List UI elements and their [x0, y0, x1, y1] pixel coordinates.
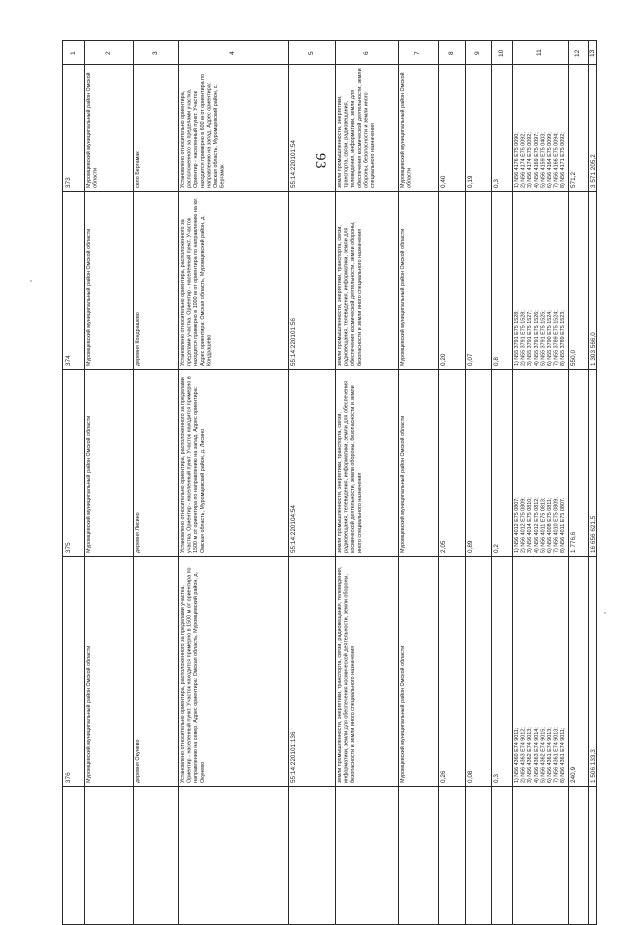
row-number: 376 — [65, 772, 72, 783]
header-row-divider — [63, 64, 596, 65]
column-header-7: 7 — [414, 51, 421, 55]
land-category-cell: земли промышленности, энергетики, транспорта, связи, радиовещания, телевидения, информатики, земли для обеспечения космической деятельности, земли обороны, безопасности и земли иного специального назначения — [337, 221, 363, 366]
col13-value: 3 571 205,2 — [590, 154, 597, 188]
col13-value: 1 303 566,0 — [590, 332, 597, 366]
column-divider — [588, 41, 589, 924]
column-divider — [438, 41, 439, 924]
location-cell: Установлено относительно ориентира, расположенного за пределами участка. Ориентир - населенный пункт. Участок находится примерно в 1500 м от ориентира по направлению на север. Адрес ориентира: Омская область, Муромцевский район, д. Окунево — [180, 567, 206, 783]
location-cell: Установлено относительно ориентира, расположенного за пределами участка. Ориентир - населенный пункт. Участок находится примерно в 1000 м от ориентира по направлению на юг. Адрес ориентира: Омская область, Муромцевский район, д. Кондрашево — [180, 197, 213, 366]
cadastral-number-cell: 55:14:220101:56 — [290, 318, 297, 366]
column-header-5: 5 — [307, 51, 315, 55]
col9-value: 0,19 — [467, 175, 474, 188]
municipality-cell: Муромцевский муниципальный район Омской области — [400, 228, 406, 366]
column-divider — [465, 41, 466, 924]
col10-value: 0,8 — [493, 357, 500, 366]
column-header-12: 12 — [574, 49, 581, 57]
col12-value: 1 776,6 — [570, 531, 577, 553]
locality-cell: село Бергамак — [135, 151, 141, 188]
col9-value: 0,89 — [467, 540, 474, 553]
scan-speck — [604, 612, 606, 614]
row-number: 374 — [65, 355, 72, 366]
municipality-cell: Муромцевский муниципальный район Омской области — [400, 72, 413, 188]
column-divider — [84, 41, 85, 924]
land-category-cell: земли промышленности, энергетики, транспорта, связи, радиовещания, телевидения, информатики, земли для обеспечения космической деятельности, земли обороны, безопасности и земли иного специального назначения — [337, 380, 363, 553]
cadastral-number-cell: 55:14:220101:54 — [290, 140, 297, 188]
col12-value: 240,9 — [570, 767, 577, 783]
col13-value: 16 656 621,5 — [590, 515, 597, 553]
row-divider — [63, 786, 596, 787]
column-divider — [398, 41, 399, 924]
land-category-cell: земли промышленности, энергетики, транспорта, связи, радиовещания, телевидения, информатики, земли для обеспечения космической деятельности, земли обороны, безопасности и земли иного специального назначения — [337, 566, 357, 783]
locality-cell: деревня Кондрашево — [135, 312, 141, 366]
row-divider — [63, 369, 596, 370]
col12-value: 571,2 — [570, 172, 577, 188]
col8-value: 0,40 — [440, 175, 447, 188]
column-header-11: 11 — [536, 49, 543, 57]
column-divider — [568, 41, 569, 924]
district-cell: Муромцевский муниципальный район Омской области — [86, 415, 92, 553]
row-number: 373 — [65, 177, 72, 188]
municipality-cell: Муромцевский муниципальный район Омской области — [400, 415, 406, 553]
column-header-10: 10 — [497, 49, 505, 57]
col8-value: 0,26 — [440, 770, 447, 783]
column-divider — [335, 41, 336, 924]
municipality-cell: Муромцевский муниципальный район Омской области — [400, 645, 406, 783]
col13-value: 1 506 133,3 — [590, 749, 597, 783]
column-header-9: 9 — [474, 51, 481, 55]
column-divider — [288, 41, 289, 924]
locality-cell: деревня Лисино — [135, 512, 141, 553]
location-cell: Установлено относительно ориентира, расположенного за пределами участка. Ориентир - населенный пункт. Участок находится примерно в 1500 м от ориентира по направлению на запад. Адрес ориентира: Омская область, Муромцевский район, д. Лисино — [180, 376, 206, 553]
district-cell: Муромцевский муниципальный район Омской области — [86, 645, 92, 783]
location-cell: Установлено относительно ориентира, расположенного за пределами участка. Ориентир - населенный пункт. Участок находится примерно в 600 м от ориентира по направлению на запад. Адрес ориентира: Омская область, Муромцевский район, с. Бергамак — [180, 73, 226, 188]
column-divider — [178, 41, 179, 924]
coordinates-cell: 1) N56 4012 E75 0807; 2) N56 4012 E75 0809; 3) N56 4014 E75 0810; 4) N56 4012 E75 0812; 5) N56 4011 E75 0813; 6) N56 4008 E75 0811; 7) N56 4010 E75 0809; 8) N56 4011 E75 0807. — [514, 497, 566, 553]
column-header-4: 4 — [229, 51, 236, 55]
cadastral-number-cell: 55:14:220104:54 — [290, 505, 297, 553]
district-cell: Муромцевский муниципальный район Омской области — [86, 72, 99, 188]
locality-cell: деревня Окунево — [135, 739, 141, 783]
column-header-1: 1 — [69, 51, 77, 55]
land-category-cell: земли промышленности, энергетики, транспорта, связи, радиовещания, телевидения, информатики, земли для обеспечения космической деятельности, земли обороны, безопасности и земли иного специального назначения — [337, 68, 376, 188]
col10-value: 0,3 — [493, 774, 500, 783]
column-header-3: 3 — [151, 51, 159, 55]
column-header-6: 6 — [362, 51, 370, 55]
col10-value: 0,2 — [493, 544, 500, 553]
cadastral-number-cell: 55:14:220101:136 — [290, 731, 297, 783]
page-number: 93 — [312, 153, 328, 169]
row-divider — [63, 556, 596, 557]
col8-value: 2,05 — [440, 540, 447, 553]
scan-speck — [30, 280, 32, 282]
column-header-8: 8 — [447, 51, 455, 55]
col9-value: 0,08 — [467, 770, 474, 783]
coordinates-cell: 1) N56 4360 E74 9011; 2) N56 4363 E74 9012; 3) N56 4362 E74 9013; 4) N56 4363 E74 9014; 5) N56 4362 E74 9015; 6) N56 4361 E74 9013; 7) N56 4361 E74 9013; 8) N56 4361 E74 9011; — [514, 727, 566, 783]
col8-value: 0,20 — [440, 353, 447, 366]
col9-value: 0,07 — [467, 353, 474, 366]
registry-table — [62, 40, 597, 925]
row-number: 375 — [65, 542, 72, 553]
column-divider — [512, 41, 513, 924]
column-divider — [491, 41, 492, 924]
column-header-2: 2 — [104, 51, 112, 55]
col10-value: 0,3 — [493, 179, 500, 188]
row-divider — [63, 191, 596, 192]
col12-value: 550,0 — [570, 350, 577, 366]
coordinates-cell: 1) N56 4176 E75 0090; 2) N56 4174 E75 0092; 3) N56 4174 E75 0092; 4) N56 4169 E75 0097; 5) N56 4159 E75 0403; 6) N56 4164 E75 0099; 7) N56 4166 E75 0094; 8) N56 4171 E75 0092; — [514, 132, 566, 188]
column-header-13: 13 — [589, 49, 596, 57]
column-divider — [133, 41, 134, 924]
coordinates-cell: 1) N55 3791 E75 1528; 2) N55 3791 E75 1528; 3) N55 3791 E75 1527; 4) N55 3791 E75 1526; 5) N55 3791 E75 1525; 6) N55 3790 E75 1524; 7) N55 3789 E75 1524; 8) N55 3789 E75 1523; — [514, 310, 566, 366]
district-cell: Муромцевский муниципальный район Омской области — [86, 228, 92, 366]
